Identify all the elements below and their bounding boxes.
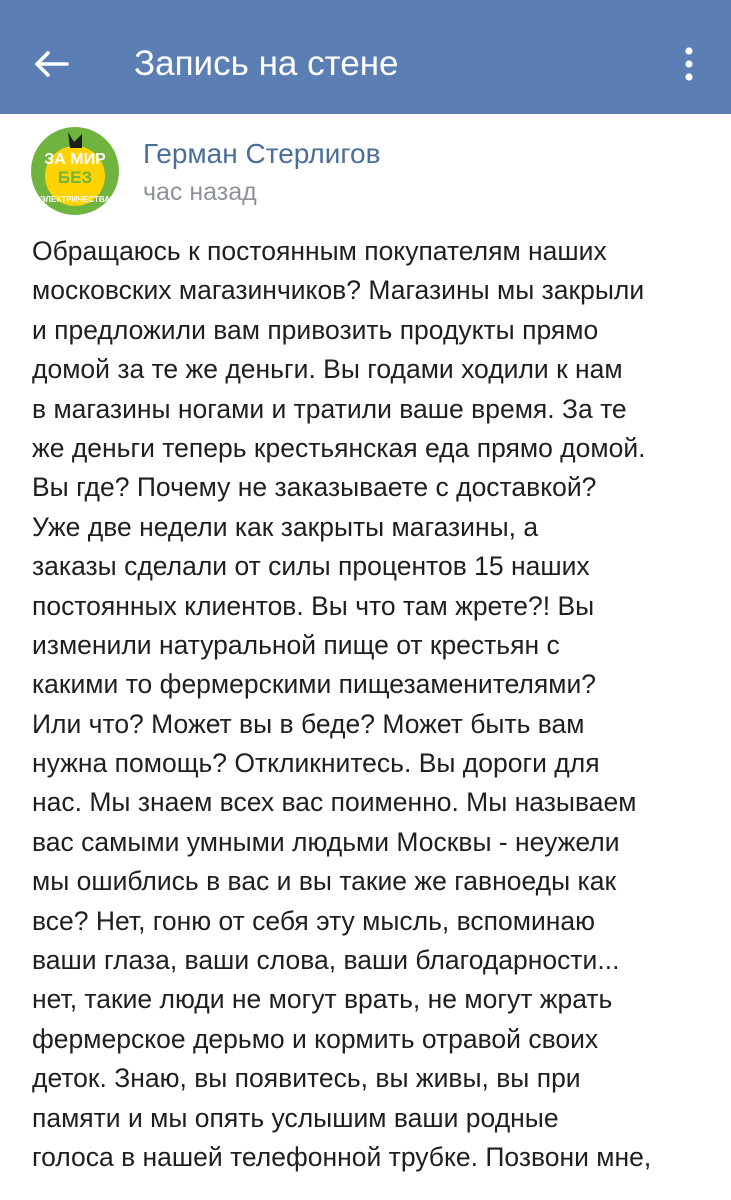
page-title: Запись на стене: [134, 44, 399, 83]
post-text-line: какими то фермерскими пищезаменителями?: [32, 669, 597, 700]
post-text-line: заказы сделали от силы процентов 15 наших: [32, 551, 590, 582]
arrow-left-icon: [34, 50, 70, 78]
post-text-line: и предложили вам привозить продукты прямо: [32, 314, 599, 345]
post-text-line: нет, такие люди не могут врать, не могут жрать: [32, 984, 613, 1015]
post-text-line: все? Нет, гоню от себя эту мысль, вспоминаю: [32, 905, 596, 936]
post-text-line: нас. Мы знаем всех вас поименно. Мы называем: [32, 787, 637, 818]
avatar-text-bottom: ЭЛЕКТРИЧЕСТВА: [40, 195, 110, 204]
post-text-line: Вы где? Почему не заказываете с доставкой?: [32, 472, 597, 503]
avatar-text-top: ЗА МИР: [44, 151, 106, 168]
post-text-line: постоянных клиентов. Вы что там жрете?! Вы: [32, 590, 595, 621]
post-header: [0, 114, 731, 224]
post-text-line: Уже две недели как закрыты магазины, а: [32, 511, 539, 542]
post-text-line: деток. Знаю, вы появитесь, вы живы, вы при: [32, 1063, 581, 1094]
post-time: час назад: [143, 178, 257, 206]
post-text-line: в магазины ногами и тратили ваше время. За те: [32, 393, 627, 424]
post-text-line: Или что? Может вы в беде? Может быть вам: [32, 708, 585, 739]
avatar-text-mid: БЕЗ: [57, 168, 93, 187]
app-bar: [0, 0, 731, 114]
post-text-line: голоса в нашей телефонной трубке. Позвони мне,: [32, 1141, 652, 1172]
post-text: [32, 232, 722, 1177]
post-text-line: нужна помощь? Откликнитесь. Вы дороги для: [32, 748, 600, 779]
post-text-line: изменили натуральной пище от крестьян с: [32, 629, 560, 660]
post-text-line: же деньги теперь крестьянская еда прямо домой.: [32, 432, 646, 463]
post-text-line: вас самыми умными людьми Москвы - неужели: [32, 826, 620, 857]
post-text-line: памяти и мы опять услышим ваши родные: [32, 1102, 559, 1133]
back-button[interactable]: [22, 34, 82, 94]
more-options-button[interactable]: [664, 34, 714, 94]
avatar[interactable]: [30, 126, 120, 216]
post-text-line: московских магазинчиков? Магазины мы закрыли: [32, 275, 645, 306]
post-text-line: ваши глаза, ваши слова, ваши благодарности...: [32, 945, 620, 976]
post-text-line: домой за те же деньги. Вы годами ходили к нам: [32, 354, 623, 385]
avatar-logo: [30, 126, 120, 216]
author-name[interactable]: Герман Стерлигов: [143, 138, 381, 169]
more-vertical-icon: [684, 47, 694, 81]
post-text-line: мы ошиблись в вас и вы такие же гавноеды как: [32, 866, 617, 897]
post-text-line: Обращаюсь к постоянным покупателям наших: [32, 236, 607, 266]
post-text-line: фермерское дерьмо и кормить отравой своих: [32, 1023, 599, 1054]
